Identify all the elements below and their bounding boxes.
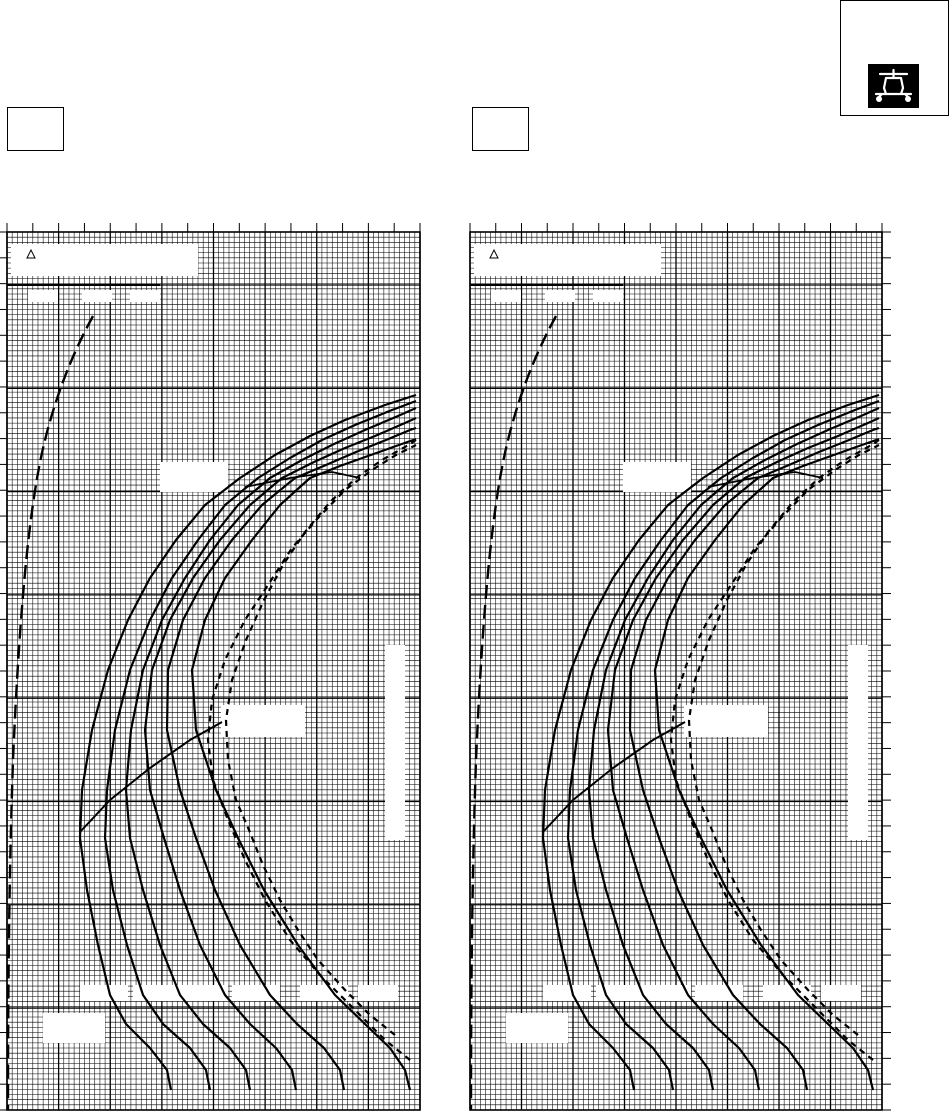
label-box bbox=[474, 244, 661, 276]
label-box bbox=[358, 985, 398, 1001]
label-box bbox=[80, 985, 128, 1001]
label-box bbox=[543, 985, 591, 1001]
label-box bbox=[593, 290, 623, 302]
label-box bbox=[545, 290, 575, 302]
label-box bbox=[43, 1013, 105, 1043]
label-box bbox=[623, 462, 691, 492]
label-box bbox=[763, 985, 811, 1001]
label-box bbox=[130, 290, 160, 302]
label-box bbox=[684, 705, 768, 737]
label-box bbox=[491, 290, 521, 302]
label-box bbox=[160, 462, 228, 492]
label-box bbox=[848, 645, 868, 840]
right-chart bbox=[463, 0, 949, 1117]
label-box bbox=[821, 985, 861, 1001]
label-box bbox=[28, 290, 58, 302]
left-chart bbox=[0, 0, 430, 1117]
label-box bbox=[385, 645, 405, 840]
label-box bbox=[221, 705, 305, 737]
label-box bbox=[82, 290, 112, 302]
label-box bbox=[11, 244, 198, 276]
label-box bbox=[506, 1013, 568, 1043]
label-box bbox=[300, 985, 348, 1001]
